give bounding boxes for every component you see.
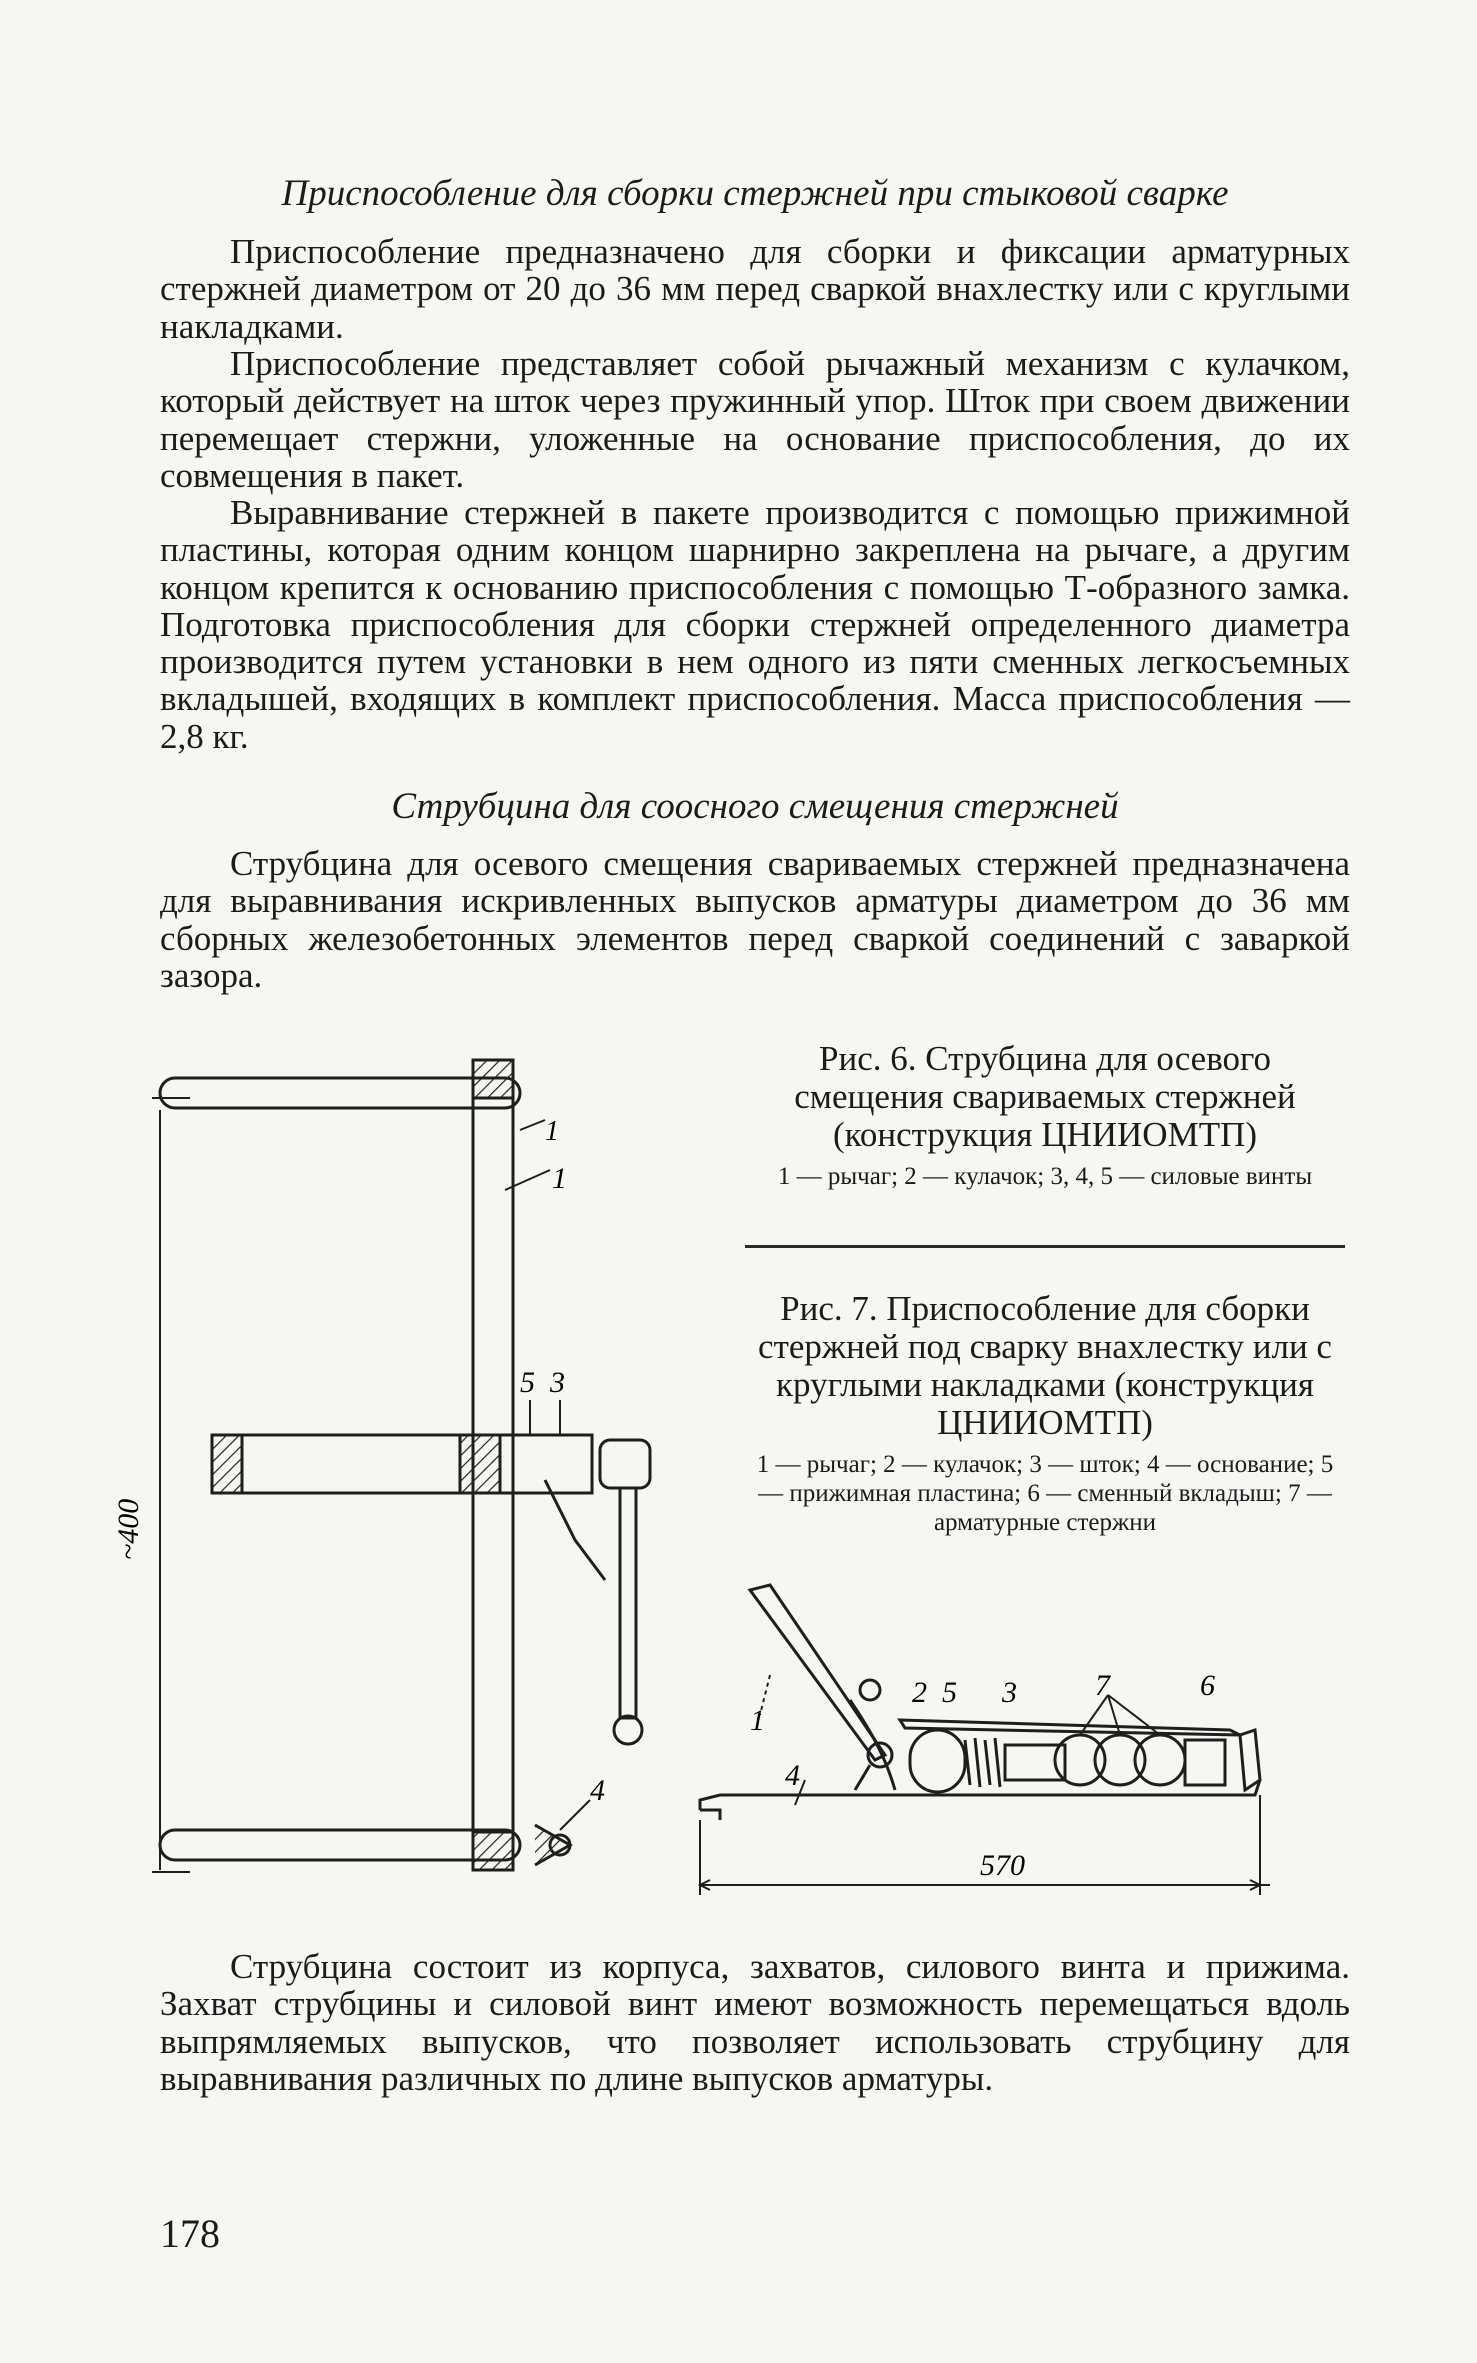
figure-7-title: Рис. 7. Приспособление для сборки стержней под сварку внахлестку или с круглыми накладками (конструкция ЦНИИОМТП) [758, 1289, 1332, 1442]
paragraph: Приспособление представляет собой рычажный механизм с кулачком, который действует на шток через пружинный упор. Шток при своем движении перемещает стержни, уложенные на основание приспособления, до их совмещения в пакет. [160, 344, 1350, 495]
figure-6-title: Рис. 6. Струбцина для осевого смещения свариваемых стержней (конструкция ЦНИИОМТП) [794, 1039, 1296, 1154]
lower-jaw [160, 1830, 520, 1860]
upper-jaw [160, 1078, 520, 1108]
cam [910, 1730, 965, 1792]
label-1: 1 [552, 1162, 567, 1195]
page-number: 178 [160, 2211, 220, 2256]
label-5: 5 [520, 1366, 535, 1399]
reinforcement-bar [1055, 1735, 1105, 1785]
section-heading-assembly-fixture: Приспособление для сборки стержней при стыковой сварке [281, 173, 1229, 214]
label-7: 7 [1095, 1669, 1110, 1702]
figure-6-clamp-drawing [112, 1040, 690, 1900]
label-4: 4 [785, 1759, 800, 1792]
spring [965, 1738, 1000, 1787]
paragraph: Струбцина для осевого смещения свариваемых стержней предназначена для выравнивания искривленных выпусков арматуры диаметром до 36 мм сборных железобетонных элементов перед сваркой соединений с заваркой зазора. [160, 844, 1350, 995]
label-4: 4 [590, 1774, 605, 1807]
label-3: 3 [1002, 1676, 1017, 1709]
figure-7-fixture-drawing [680, 1580, 1280, 1940]
paragraph: Струбцина состоит из корпуса, захватов, силового винта и прижима. Захват струбцины и силовой винт имеют возможность перемещаться вдоль выпрямляемых выпусков, что позволяет использовать струбцину для выравнивания различных по длине выпусков арматуры. [160, 1947, 1350, 2098]
dimension-570: 570 [980, 1849, 1025, 1882]
label-1: 1 [750, 1704, 765, 1737]
label-6: 6 [1200, 1669, 1215, 1702]
dimension-400: ~400 [112, 1498, 145, 1560]
power-screw-tube [212, 1435, 592, 1493]
figure-7-legend: 1 — рычаг; 2 — кулачок; 3 — шток; 4 — основание; 5 — прижимная пластина; 6 — сменный вкладыш; 7 — арматурные стержни [756, 1451, 1334, 1536]
reinforcement-bar [1095, 1735, 1145, 1785]
figure-7-caption [745, 1290, 1345, 1537]
screw-handle [620, 1488, 636, 1718]
figure-6-legend: 1 — рычаг; 2 — кулачок; 3, 4, 5 — силовые винты [777, 1163, 1313, 1190]
label-2: 1 [545, 1116, 559, 1147]
label-3: 3 [550, 1366, 565, 1399]
figure-6-caption [745, 1040, 1345, 1191]
label-5: 5 [942, 1676, 957, 1709]
caption-divider [745, 1245, 1345, 1248]
reinforcement-bar [1135, 1735, 1185, 1785]
label-2: 2 [912, 1676, 927, 1709]
paragraph: Выравнивание стержней в пакете производится с помощью прижимной пластины, которая одним концом шарнирно закреплена на рычаге, а другим концом крепится к основанию приспособления с помощью Т-образного замка. Подготовка приспособления для сборки стержней определенного диаметра производится путем установки в нем одного из пяти сменных легкосъемных вкладышей, входящих в комплект приспособления. Масса приспособления — 2,8 кг. [160, 493, 1350, 756]
section-heading-clamp: Струбцина для соосного смещения стержней [391, 786, 1119, 827]
lever [750, 1585, 885, 1760]
paragraph: Приспособление предназначено для сборки и фиксации арматурных стержней диаметром от 20 до 36 мм перед сваркой внахлестку или с круглыми накладками. [160, 232, 1350, 346]
replaceable-insert [1185, 1740, 1225, 1785]
